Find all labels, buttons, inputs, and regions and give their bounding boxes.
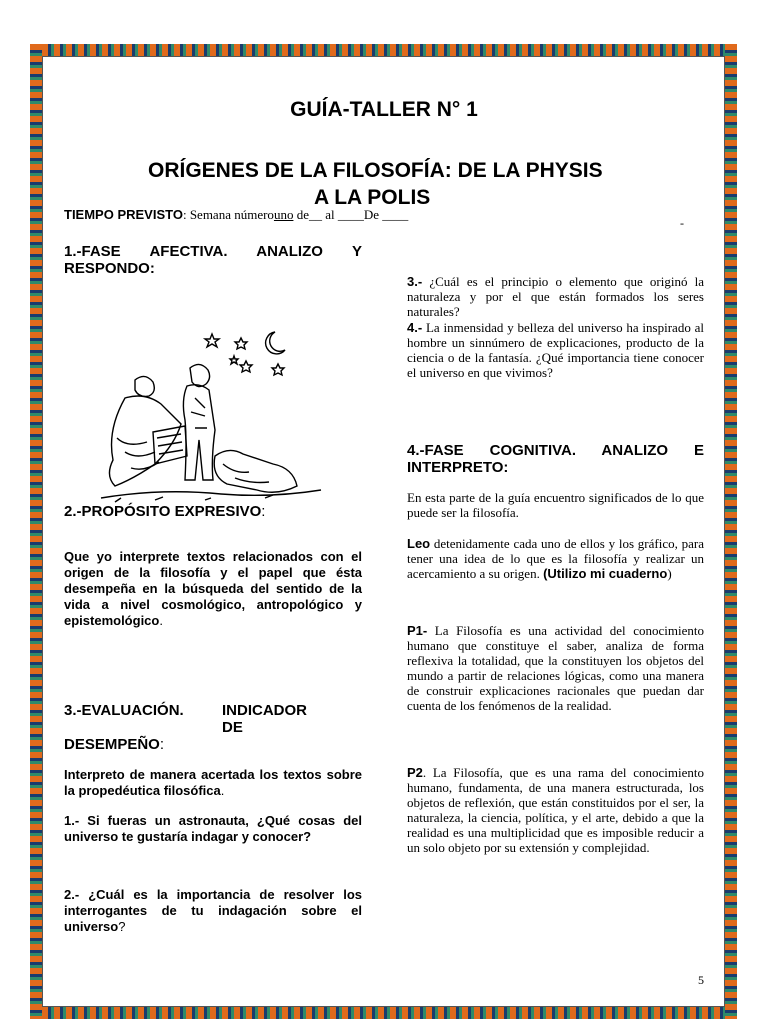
p1-bold: P1-	[407, 623, 428, 638]
fase-cognitiva-a: 4.-FASE COGNITIVA	[407, 442, 572, 459]
philosophers-illustration	[95, 328, 325, 508]
leo-cuaderno: (Utilizo mi cuaderno	[543, 566, 668, 581]
stray-mark: -	[680, 216, 684, 230]
tiempo-text-a: : Semana número	[182, 207, 274, 222]
fase-cognitiva-b: . ANALIZO E INTERPRETO:	[407, 442, 704, 476]
evaluacion-a: 3.-EVALUACIÓN.	[64, 702, 184, 719]
p2-body: . La Filosofía, que es una rama del conocimiento humano, fundamenta, de una manera estructurada, los objetos de reflexión, que están constituidos por el ser, la naturaleza, la ciencia, política, y el arte, debido a que la realidad es una multiplicidad que es imposible reducir a un solo objeto por su extensión y complejidad.	[407, 765, 704, 855]
interpreto-body: Interpreto de manera acertada los textos sobre la propedéutica filosófica	[64, 767, 362, 798]
question-3-num: 3.-	[407, 274, 423, 289]
p1-paragraph	[407, 623, 704, 713]
page-subtitle	[148, 157, 708, 211]
proposito-end: .	[159, 613, 163, 628]
leo-paragraph	[407, 536, 704, 581]
p1-body: La Filosofía es una actividad del conocimiento humano que constituye el saber, analiza de forma reflexiva la totalidad, que la constituyen los objetos del mundo a partir de relaciones lógicas, como una manera de construir explicaciones racionales que puedan dar cuenta de los fenómenos de la realidad.	[407, 623, 704, 713]
evaluacion-heading	[64, 702, 362, 753]
decorative-border-right	[725, 44, 737, 1019]
tiempo-week: uno	[273, 207, 294, 222]
tiempo-previsto	[64, 207, 408, 223]
tiempo-text-b: de__ al ____De ____	[293, 207, 409, 222]
p2-bold: P2	[407, 765, 423, 780]
question-2-end: ?	[118, 919, 126, 934]
interpreto-text	[64, 767, 362, 799]
proposito-heading	[64, 503, 362, 520]
fase-cognitiva-heading	[407, 442, 704, 476]
leo-close: )	[667, 566, 672, 581]
question-4	[407, 320, 704, 380]
evaluacion-c: DE	[222, 719, 243, 736]
question-2	[64, 887, 362, 935]
question-2-body: 2.- ¿Cuál es la importancia de resolver los interrogantes de tu indagación sobre el universo	[64, 887, 362, 934]
proposito-title: 2.-PROPÓSITO EXPRESIVO	[64, 503, 262, 520]
question-4-body: La inmensidad y belleza del universo ha inspirado al hombre un sinnúmero de explicaciones, producto de la ciencia o de la fantasía. ¿Qué importancia tiene conocer el universo en que vivimos?	[407, 320, 704, 380]
subtitle-line-2: A LA POLIS	[314, 186, 431, 209]
question-3-body: ¿Cuál es el principio o elemento que originó la naturaleza y por el que están formados los seres naturales?	[407, 274, 704, 319]
p2-paragraph	[407, 765, 704, 855]
evaluacion-b: INDICADOR	[222, 702, 307, 719]
question-1: 1.- Si fueras un astronauta, ¿Qué cosas del universo te gustaría indagar y conocer?	[64, 813, 362, 844]
tiempo-label: TIEMPO PREVISTO	[64, 207, 183, 222]
decorative-border-left	[30, 44, 42, 1019]
subtitle-line-1: ORÍGENES DE LA FILOSOFÍA: DE LA PHYSIS	[148, 159, 603, 182]
evaluacion-colon: :	[159, 736, 165, 753]
cognitiva-intro: En esta parte de la guía encuentro significados de lo que puede ser la filosofía.	[407, 490, 704, 520]
evaluacion-d-wrap	[64, 736, 164, 753]
leo-body: detenidamente cada uno de ellos y los gráfico, para tener una idea de lo que es la filosofía y realizar un acercamiento a su origen.	[407, 536, 704, 581]
evaluacion-d: DESEMPEÑO	[64, 736, 160, 753]
leo-bold: Leo	[407, 536, 431, 551]
fase-afectiva-heading: 1.-FASE AFECTIVA. ANALIZO Y RESPONDO:	[64, 243, 362, 277]
proposito-body: Que yo interprete textos relacionados con el origen de la filosofía y el papel que ésta desempeña en la búsqueda del sentido de la vida a nivel cosmológico, antropológico y epistemológico	[64, 549, 362, 628]
proposito-colon: :	[261, 503, 266, 520]
question-3	[407, 274, 704, 319]
page-number: 5	[698, 973, 704, 987]
question-4-num: 4.-	[407, 320, 423, 335]
proposito-text	[64, 549, 362, 629]
interpreto-end: .	[220, 783, 225, 798]
page-title: GUÍA-TALLER N° 1	[290, 98, 478, 121]
